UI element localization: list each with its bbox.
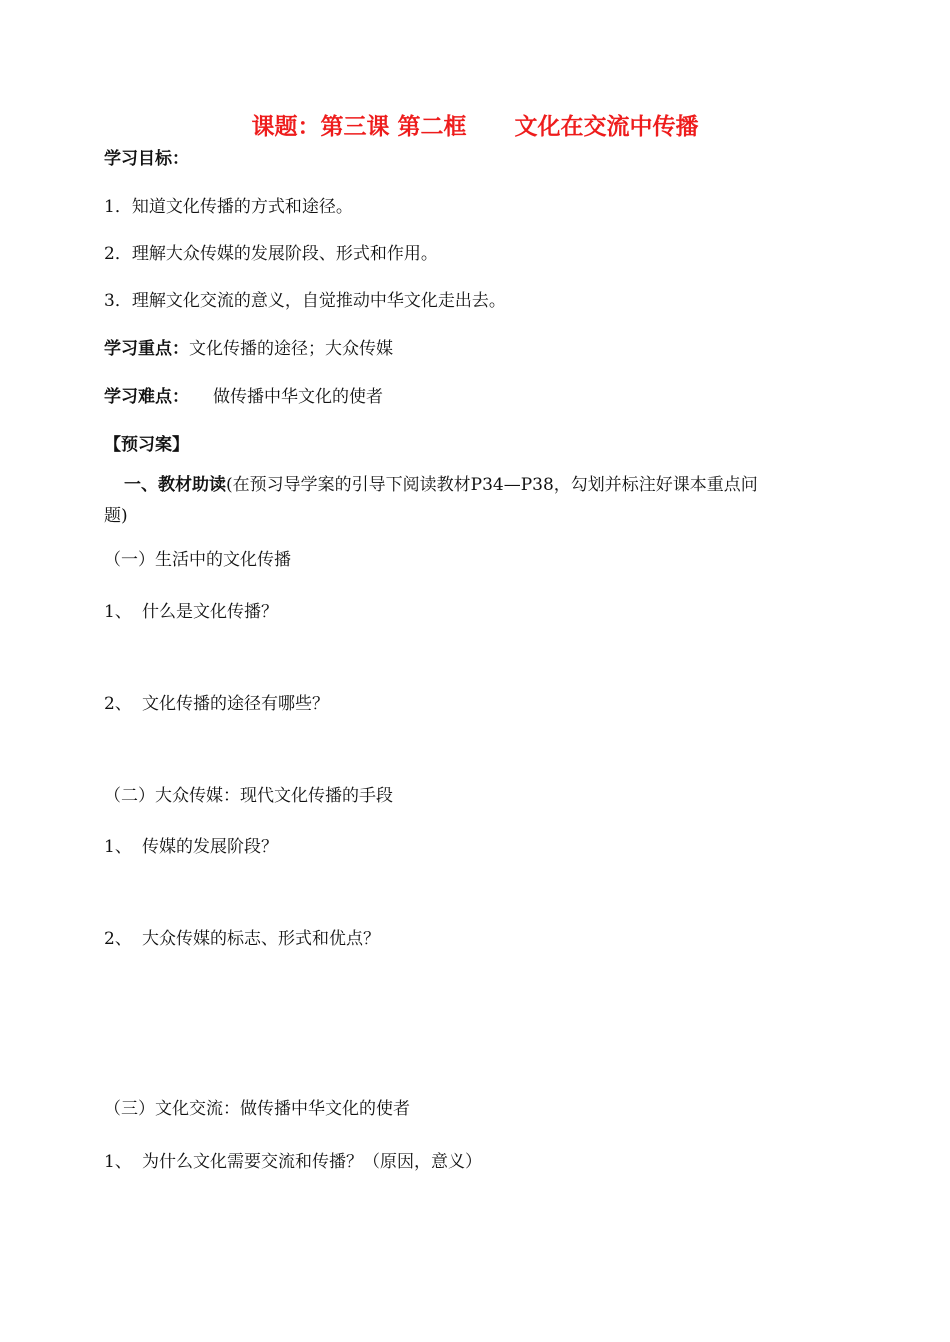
question-item — [104, 836, 278, 858]
section-heading: （二）大众传媒：现代文化传播的手段 — [104, 786, 393, 806]
key-point-text: 文化传播的途径；大众传媒 — [189, 339, 393, 359]
question-number: 2、 — [104, 694, 132, 714]
question-item — [104, 693, 329, 715]
page-title: 课题：第三课 第二框 文化在交流中传播 — [251, 114, 699, 140]
difficulty-text: 做传播中华文化的使者 — [213, 387, 383, 407]
reading-text-cont: 题) — [104, 506, 128, 526]
objectives-heading: 学习目标： — [104, 149, 189, 169]
question-number: 1、 — [104, 1152, 132, 1172]
question-number: 2、 — [104, 929, 132, 949]
difficulty-label: 学习难点： — [104, 387, 189, 407]
objective-item: 3．理解文化交流的意义，自觉推动中华文化走出去。 — [104, 291, 506, 311]
key-point — [104, 338, 393, 360]
question-item — [104, 601, 278, 623]
question-item — [104, 1151, 482, 1173]
section-heading: （三）文化交流：做传播中华文化的使者 — [104, 1099, 410, 1119]
objective-item: 2．理解大众传媒的发展阶段、形式和作用。 — [104, 244, 438, 264]
difficulty — [104, 386, 383, 408]
question-text: 大众传媒的标志、形式和优点？ — [142, 929, 380, 949]
preview-heading: 【预习案】 — [104, 435, 189, 455]
reading-label: 一、教材助读 — [124, 475, 226, 495]
reading-text: (在预习导学案的引导下阅读教材P34—P38，勾划并标注好课本重点问 — [226, 475, 758, 495]
objective-item: 1．知道文化传播的方式和途径。 — [104, 197, 353, 217]
question-text: 文化传播的途径有哪些？ — [142, 694, 329, 714]
key-point-label: 学习重点： — [104, 339, 189, 359]
question-text: 什么是文化传播？ — [142, 602, 278, 622]
question-number: 1、 — [104, 837, 132, 857]
section-heading: （一）生活中的文化传播 — [104, 550, 291, 570]
question-item — [104, 928, 380, 950]
question-number: 1、 — [104, 602, 132, 622]
reading-guide — [124, 474, 758, 496]
question-text: 为什么文化需要交流和传播？（原因，意义） — [142, 1152, 482, 1172]
question-text: 传媒的发展阶段？ — [142, 837, 278, 857]
